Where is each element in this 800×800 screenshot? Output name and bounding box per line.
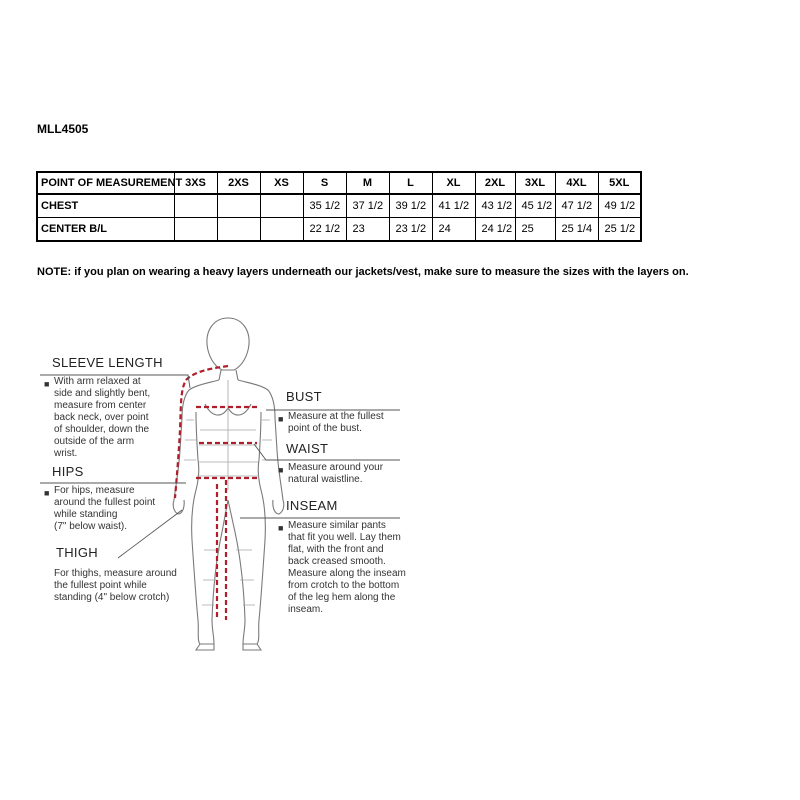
desc-line: around the fullest point — [54, 497, 156, 508]
header-cell: L — [389, 172, 432, 194]
waist-description — [288, 462, 383, 486]
desc-line: of shoulder, down the — [54, 424, 150, 435]
desc-line: side and slightly bent, — [54, 388, 151, 399]
bullet-icon: ■ — [278, 523, 284, 533]
table-cell — [174, 194, 217, 218]
desc-line: Measure at the fullest — [288, 411, 384, 422]
body-figure-icon — [173, 318, 284, 650]
header-cell: XL — [432, 172, 475, 194]
desc-line: Measure similar pants — [288, 520, 386, 531]
desc-line: back creased smooth. — [288, 556, 386, 567]
desc-line: that fit you well. Lay them — [288, 532, 401, 543]
table-cell — [260, 194, 303, 218]
header-cell: 2XS — [217, 172, 260, 194]
desc-line: (7" below waist). — [54, 521, 128, 532]
table-cell: 25 1/4 — [555, 218, 598, 242]
desc-line: outside of the arm — [54, 436, 135, 447]
table-cell: 47 1/2 — [555, 194, 598, 218]
desc-line: measure from center — [54, 400, 147, 411]
header-cell: POINT OF MEASUREMENT — [37, 172, 174, 194]
bullet-icon: ■ — [44, 488, 50, 498]
table-cell — [174, 218, 217, 242]
table-cell: 37 1/2 — [346, 194, 389, 218]
desc-line: flat, with the front and — [288, 544, 384, 555]
sleeve-length-description — [54, 376, 150, 460]
header-cell: 3XL — [515, 172, 555, 194]
table-row-center-bl — [37, 218, 641, 242]
desc-line: For hips, measure — [54, 485, 135, 496]
table-cell: 41 1/2 — [432, 194, 475, 218]
desc-line: For thighs, measure around — [54, 568, 177, 579]
table-cell: 25 1/2 — [598, 218, 641, 242]
table-cell: 25 — [515, 218, 555, 242]
bullet-icon: ■ — [44, 379, 50, 389]
table-cell — [260, 218, 303, 242]
desc-line: With arm relaxed at — [54, 376, 141, 387]
table-cell: 23 — [346, 218, 389, 242]
table-cell: 24 — [432, 218, 475, 242]
row-label: CHEST — [37, 194, 174, 218]
thigh-description — [54, 568, 177, 604]
style-code: MLL4505 — [37, 122, 89, 136]
table-cell — [217, 194, 260, 218]
size-chart-table — [36, 171, 642, 242]
desc-line: of the leg hem along the — [288, 592, 396, 603]
sleeve-length-title: SLEEVE LENGTH — [52, 355, 163, 370]
desc-line: standing (4" below crotch) — [54, 592, 170, 603]
desc-line: natural waistline. — [288, 474, 363, 485]
desc-line: inseam. — [288, 604, 324, 615]
inseam-description — [288, 520, 406, 616]
table-cell: 23 1/2 — [389, 218, 432, 242]
table-cell: 35 1/2 — [303, 194, 346, 218]
bust-description — [288, 411, 384, 435]
desc-line: while standing — [54, 509, 118, 520]
thigh-title: THIGH — [56, 545, 98, 560]
desc-line: from crotch to the bottom — [288, 580, 400, 591]
desc-line: back neck, over point — [54, 412, 149, 423]
bust-title: BUST — [286, 389, 322, 404]
table-row-chest — [37, 194, 641, 218]
desc-line: Measure along the inseam — [288, 568, 406, 579]
table-cell: 45 1/2 — [515, 194, 555, 218]
desc-line: Measure around your — [288, 462, 384, 473]
header-cell: XS — [260, 172, 303, 194]
waist-title: WAIST — [286, 441, 329, 456]
table-cell: 24 1/2 — [475, 218, 515, 242]
header-cell: S — [303, 172, 346, 194]
hips-title: HIPS — [52, 464, 84, 479]
desc-line: wrist. — [54, 448, 78, 459]
header-cell: M — [346, 172, 389, 194]
measurement-diagram — [0, 300, 800, 670]
layering-note: NOTE: if you plan on wearing a heavy layers underneath our jackets/vest, make sure to measure the sizes with the layers on. — [37, 266, 689, 278]
bullet-icon: ■ — [278, 414, 284, 424]
row-label: CENTER B/L — [37, 218, 174, 242]
table-cell: 43 1/2 — [475, 194, 515, 218]
table-cell: 22 1/2 — [303, 218, 346, 242]
desc-line: point of the bust. — [288, 423, 362, 434]
table-cell: 49 1/2 — [598, 194, 641, 218]
header-cell: 5XL — [598, 172, 641, 194]
desc-line: the fullest point while — [54, 580, 147, 591]
inseam-title: INSEAM — [286, 498, 338, 513]
header-cell: 4XL — [555, 172, 598, 194]
header-cell: 2XL — [475, 172, 515, 194]
header-cell: 3XS — [174, 172, 217, 194]
bullet-icon: ■ — [278, 465, 284, 475]
table-cell — [217, 218, 260, 242]
hips-description — [54, 485, 155, 533]
table-header-row — [37, 172, 641, 194]
table-cell: 39 1/2 — [389, 194, 432, 218]
measurement-dash-lines — [175, 366, 260, 620]
